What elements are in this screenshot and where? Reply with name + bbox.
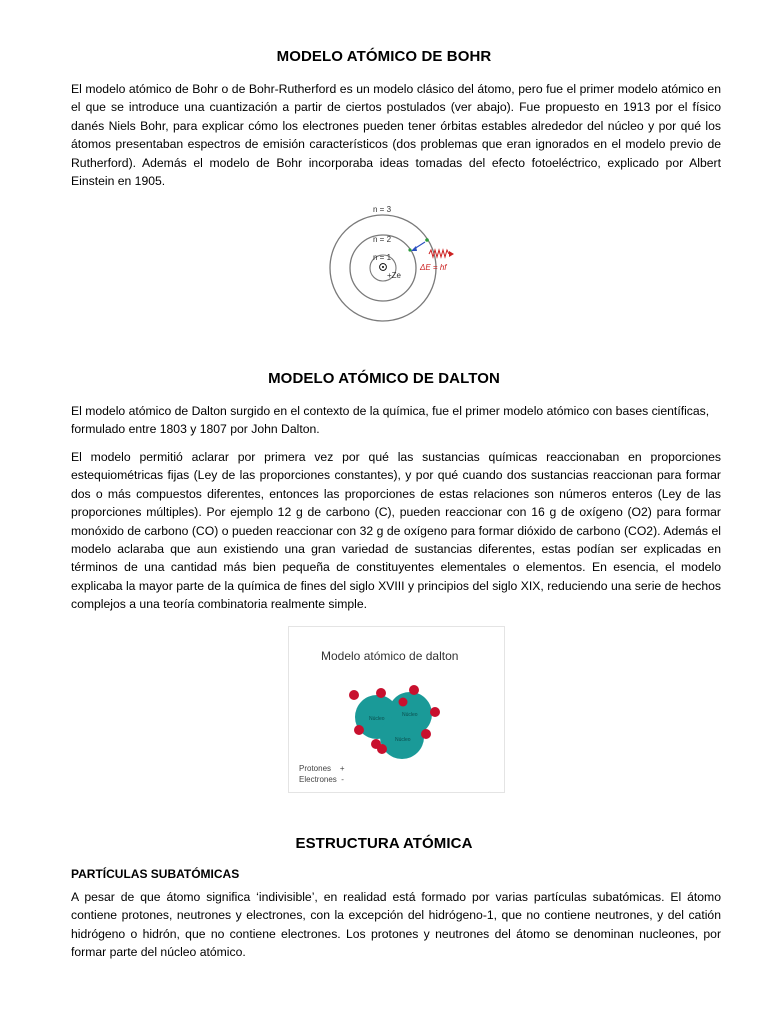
nucleus-label: Núcleo — [369, 716, 385, 722]
photon-wave-icon — [429, 250, 449, 257]
particle-dot — [409, 685, 419, 695]
nucleus-label: Núcleo — [402, 712, 418, 718]
label-nucleus: +Ze — [387, 271, 402, 280]
estructura-paragraph: A pesar de que átomo significa ‘indivisible’, en realidad está formado por varias partículas subatómicas. El átomo contiene protones, neutrones y electrones, con la excepción del hidrógeno-1, que no contiene neutrones, y del catión hidrógeno o hidrón, que no contiene electrones. Los protones y neutrones del átomo se denominan nucleones, por formar parte del núcleo atómico. — [71, 890, 721, 960]
dalton-model-figure — [288, 626, 505, 793]
electron-n2 — [408, 248, 411, 251]
label-n3: n = 3 — [373, 205, 392, 214]
legend-protons: Protones + — [299, 764, 345, 773]
estructura-title: ESTRUCTURA ATÓMICA — [295, 835, 473, 852]
figure-title: Modelo atómico de dalton — [321, 649, 459, 663]
nucleus-label: Núcleo — [395, 737, 411, 743]
label-n1: n = 1 — [373, 253, 392, 262]
bohr-atom-diagram — [326, 198, 466, 338]
particle-dot — [421, 729, 431, 739]
bohr-paragraph: El modelo atómico de Bohr o de Bohr-Rutherford es un modelo clásico del átomo, pero fue el primer modelo atómico en el que se introduce una cuantización a partir de ciertos postulados (ver abajo). Fue propuesto en 1913 por el físico danés Niels Bohr, para explicar cómo los electrones pueden tener órbitas estables alrededor del núcleo y por qué los átomos presentaban espectros de emisión característicos (dos problemas que eran ignorados en el modelo previo de Rutherford). Además el modelo de Bohr incorporaba ideas tomadas del efecto fotoeléctrico, explicado por Albert Einstein en 1905. — [71, 82, 721, 189]
particle-dot — [399, 698, 408, 707]
legend-electrons: Electrones - — [299, 775, 344, 784]
particle-dot — [349, 690, 359, 700]
dalton-title: MODELO ATÓMICO DE DALTON — [268, 370, 500, 387]
label-n2: n = 2 — [373, 235, 392, 244]
electron-n3 — [425, 238, 429, 242]
particle-dot — [377, 744, 387, 754]
dalton-paragraph-1: El modelo atómico de Dalton surgido en el contexto de la química, fue el primer modelo atómico con bases científicas, formulado entre 1803 y 1807 por John Dalton. — [71, 404, 710, 437]
dalton-paragraph-2: El modelo permitió aclarar por primera vez por qué las sustancias químicas reaccionaban en proporciones estequiométricas fijas (Ley de las proporciones constantes), y por qué cuando dos sustancias reaccionan para formar dos o más compuestos diferentes, entonces las proporciones de estas relaciones son números enteros (Ley de las proporciones múltiples). Por ejemplo 12 g de carbono (C), pueden reaccionar con 16 g de oxígeno (O2) para formar monóxido de carbono (CO) o pueden reaccionar con 32 g de oxígeno para formar dióxido de carbono (CO2). Además el modelo aclaraba que aun existiendo una gran variedad de sustancias diferentes, estas podían ser explicadas en términos de una cantidad más bien pequeña de constituyentes elementales o elementos. En esencia, el modelo explicaba la mayor parte de la química de fines del siglo XVIII y principios del siglo XIX, reduciendo una serie de hechos complejos a una teoría combinatoria realmente simple. — [71, 450, 721, 612]
particle-dot — [430, 707, 440, 717]
bohr-title: MODELO ATÓMICO DE BOHR — [276, 48, 492, 65]
label-energy: ΔE = hf — [420, 263, 447, 272]
particle-dot — [354, 725, 364, 735]
particle-dot — [376, 688, 386, 698]
subatomic-subtitle: PARTÍCULAS SUBATÓMICAS — [71, 867, 240, 881]
